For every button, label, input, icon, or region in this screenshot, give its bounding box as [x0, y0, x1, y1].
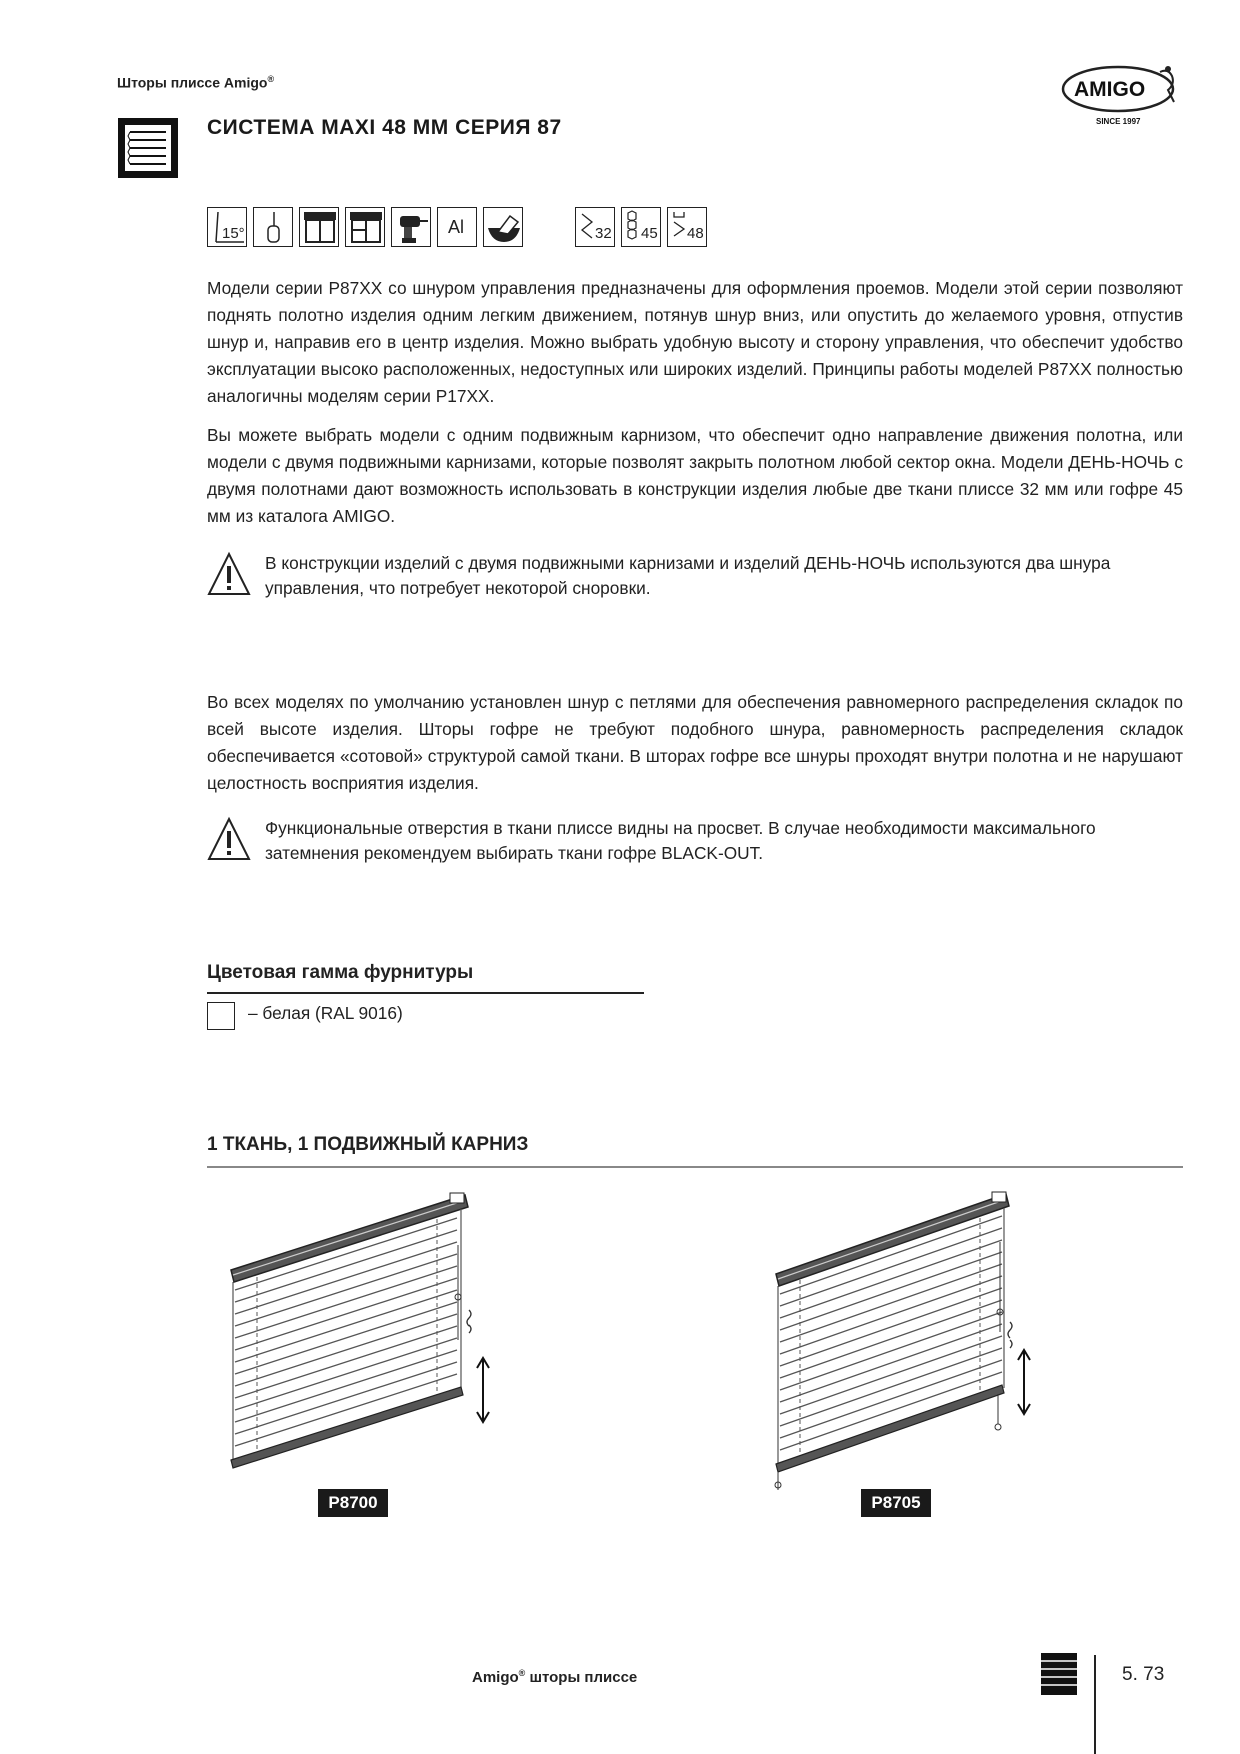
amigo-logo [1060, 60, 1186, 130]
pleat-32-icon [575, 207, 615, 247]
colors-heading: Цветовая гамма фурнитуры [207, 962, 474, 983]
logo-since: SINCE 1997 [1096, 117, 1141, 126]
warning-note-1 [207, 551, 1183, 603]
honeycomb-45-label: 45 [641, 225, 658, 242]
footer-divider [1094, 1655, 1096, 1754]
wash-icon [483, 207, 523, 247]
warning-text-2: Функциональные отверстия в ткани плиссе видны на просвет. В случае необходимости максимального затемнения рекомендуем выбирать ткани гофре BLACK-OUT. [265, 818, 1096, 863]
slope-15-label: 15° [222, 225, 245, 242]
blind-illustration-p8700 [225, 1185, 495, 1490]
paragraph-intro: Модели серии P87XX со шнуром управления предназначены для оформления проемов. Модели этой серии позволяют поднять полотно изделия одним легким движением, потянув шнур вниз, или опустить до желаемого уровня, отпустив шнур и, направив его в центр изделия. Можно выбрать удобную высоту и сторону управления, что обеспечит удобство эксплуатации высоко расположенных, недоступных или широких изделий. Принципы работы моделей P87XX полностью аналогичны моделям серии P17XX. [207, 278, 1183, 406]
warning-note-2 [207, 816, 1183, 868]
color-swatch-white [207, 1002, 235, 1030]
colors-divider [207, 992, 644, 994]
slope-15-icon [207, 207, 247, 247]
warning-icon [207, 816, 251, 862]
warning-text-1: В конструкции изделий с двумя подвижными карнизами и изделий ДЕНЬ-НОЧЬ используются два шнура управления, что потребует некоторой сноровки. [265, 553, 1111, 598]
footer-tail: шторы плиссе [525, 1669, 638, 1686]
footer-brand: Amigo [472, 1669, 519, 1686]
logo-text: AMIGO [1074, 78, 1146, 101]
color-swatch-label: – белая (RAL 9016) [248, 1003, 403, 1023]
pleat-32-label: 32 [595, 225, 612, 242]
blind-illustration-p8705 [770, 1182, 1040, 1497]
drill-icon [391, 207, 431, 247]
model-tag-p8700: P8700 [318, 1489, 388, 1517]
paragraph-options: Вы можете выбрать модели с одним подвижным карнизом, что обеспечит одно направление движения полотна, или модели с двумя подвижными карнизами, которые позволят закрыть полотном любой сектор окна. Модели ДЕНЬ-НОЧЬ с двумя полотнами дают возможность использовать в конструкции изделия любые две ткани плиссе 32 мм или гофре 45 мм из каталога AMIGO. [207, 425, 1183, 526]
icon-spacer [529, 207, 575, 249]
brand-line [117, 74, 274, 91]
pleat-48-label: 48 [687, 225, 704, 242]
paragraph-cord: Во всех моделях по умолчанию установлен шнур с петлями для обеспечения равномерного распределения складок по всей высоте изделия. Шторы гофре не требуют подобного шнура, равномерность распределения складок обеспечивается «сотовой» структурой самой ткани. В шторах гофре все шнуры проходят внутри полотна и не нарушают целостность восприятия изделия. [207, 692, 1183, 793]
footer-reg: ® [518, 1668, 526, 1678]
aluminium-icon [437, 207, 477, 247]
series-pleat-icon [118, 118, 178, 178]
section-divider [207, 1166, 1183, 1168]
brand-line-text: Шторы плиссе Amigo [117, 74, 268, 91]
honeycomb-45-icon [621, 207, 661, 247]
window-frame-icon [299, 207, 339, 247]
page-title: СИСТЕМА MAXI 48 ММ СЕРИЯ 87 [207, 116, 562, 139]
pleat-48-icon [667, 207, 707, 247]
cord-handle-icon [253, 207, 293, 247]
footer-text [472, 1668, 637, 1686]
model-tag-p8705: P8705 [861, 1489, 931, 1517]
section-heading: 1 ТКАНЬ, 1 ПОДВИЖНЫЙ КАРНИЗ [207, 1134, 529, 1155]
warning-icon [207, 551, 251, 597]
footer-pleat-icon [1038, 1653, 1080, 1695]
window-frame-double-icon [345, 207, 385, 247]
brand-reg: ® [267, 74, 275, 84]
feature-icon-row [207, 207, 713, 249]
aluminium-label: Al [448, 217, 465, 237]
page-number: 5. 73 [1122, 1664, 1165, 1685]
